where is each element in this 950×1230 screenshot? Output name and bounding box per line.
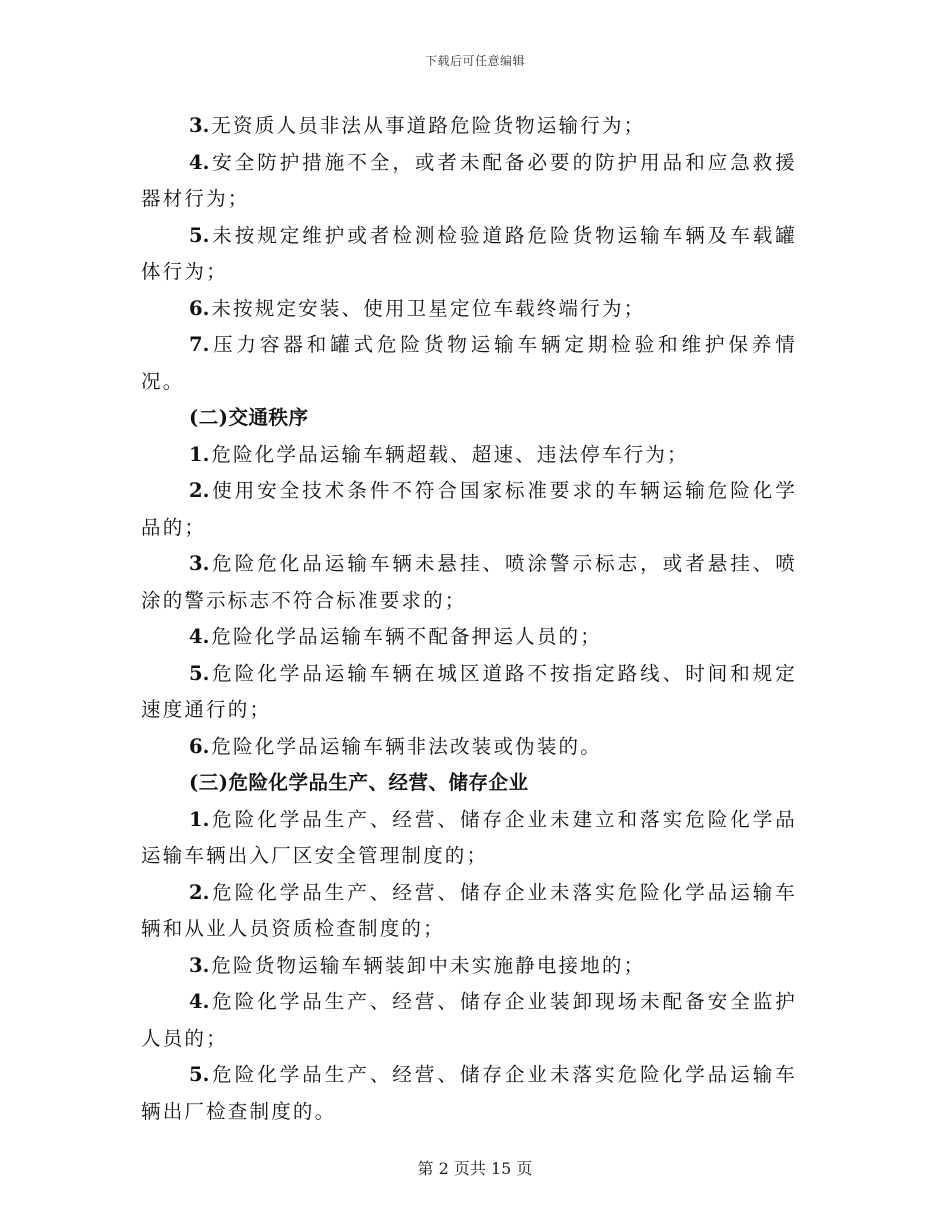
item-text: 未按规定安装、使用卫星定位车载终端行为； [211, 296, 646, 320]
item-text: 压力容器和罐式危险货物运输车辆定期检验和维护保养情况。 [141, 333, 797, 393]
item-text: 安全防护措施不全，或者未配备必要的防护用品和应急救援器材行为； [141, 150, 797, 210]
list-item [141, 802, 797, 875]
item-text: 危险化学品生产、经营、储存企业装卸现场未配备安全监护人员的； [141, 990, 797, 1050]
item-number: 5. [189, 223, 210, 247]
item-text: 无资质人员非法从事道路危险货物运输行为； [211, 114, 646, 137]
item-number: 1. [189, 807, 210, 831]
item-number: 6. [189, 296, 210, 320]
list-item [141, 729, 797, 766]
item-text: 危险化学品运输车辆不配备押运人员的； [211, 625, 602, 648]
item-text: 使用安全技术条件不符合国家标准要求的车辆运输危险化学品的； [141, 479, 797, 539]
item-number: 4. [189, 625, 210, 648]
list-item [141, 984, 797, 1057]
item-text: 危险化学品运输车辆在城区道路不按指定路线、时间和规定速度通行的； [141, 661, 797, 721]
item-text: 未按规定维护或者检测检验道路危险货物运输车辆及车载罐体行为； [141, 223, 797, 283]
page-number-footer: 第 2 页共 15 页 [417, 1159, 533, 1178]
item-number: 3. [189, 114, 210, 137]
section-heading-traffic-order: (二)交通秩序 [189, 406, 309, 429]
item-number: 4. [189, 150, 210, 174]
list-item [141, 546, 797, 619]
page-header-note: 下载后可任意编辑 [424, 54, 525, 68]
item-text: 危险货物运输车辆装卸中未实施静电接地的； [211, 953, 646, 977]
item-text: 危险化学品运输车辆非法改装或伪装的。 [211, 734, 602, 758]
item-text: 危险化学品生产、经营、储存企业未落实危险化学品运输车辆出厂检查制度的。 [141, 1063, 797, 1123]
item-number: 4. [189, 990, 210, 1013]
item-number: 6. [189, 734, 210, 758]
list-item [141, 218, 797, 291]
item-number: 7. [189, 333, 210, 356]
list-item [141, 656, 797, 729]
item-number: 5. [189, 661, 210, 685]
list-item [141, 327, 797, 400]
section-heading-chemical-enterprises: (三)危险化学品生产、经营、储存企业 [189, 771, 529, 794]
list-item [141, 437, 797, 474]
list-item [141, 473, 797, 546]
item-number: 1. [189, 442, 210, 466]
list-item [141, 291, 797, 328]
item-number: 2. [189, 479, 210, 502]
item-number: 2. [189, 880, 210, 904]
item-text: 危险化学品运输车辆超载、超速、违法停车行为； [211, 442, 689, 466]
list-item [141, 619, 797, 656]
item-text: 危险化学品生产、经营、储存企业未落实危险化学品运输车辆和从业人员资质检查制度的； [141, 880, 797, 940]
item-text: 危险危化品运输车辆未悬挂、喷涂警示标志，或者悬挂、喷涂的警示标志不符合标准要求的； [141, 552, 797, 612]
item-number: 3. [189, 552, 210, 575]
document-body [141, 108, 797, 1130]
item-number: 5. [189, 1063, 210, 1086]
list-item [141, 875, 797, 948]
list-item [141, 948, 797, 985]
list-item [141, 1057, 797, 1130]
list-item [141, 145, 797, 218]
item-number: 3. [189, 953, 210, 977]
item-text: 危险化学品生产、经营、储存企业未建立和落实危险化学品运输车辆出入厂区安全管理制度的； [141, 807, 797, 867]
list-item [141, 108, 797, 145]
